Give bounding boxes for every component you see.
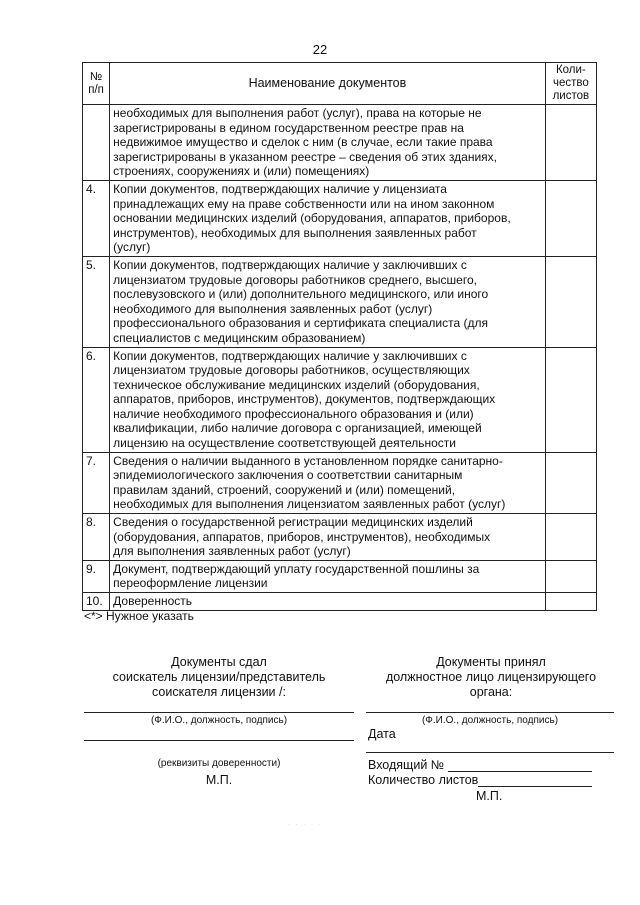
row-text-line: послевузовского и (или) дополнительного медицинского, или иного	[113, 287, 489, 302]
date-label: Дата	[368, 727, 396, 741]
row-number: 9.	[83, 560, 110, 592]
row-text-line: эпидемиологического заключения о соответствии санитарным	[113, 468, 463, 483]
header-num-line: №	[89, 70, 103, 83]
left-line-3: соискателя лицензии /:	[152, 685, 286, 699]
row-text-line: строениях, сооружениях и (или) помещениях)	[113, 164, 370, 179]
row-number	[83, 105, 110, 181]
table-row	[83, 452, 597, 513]
row-text-line: правилам зданий, строений, сооружений и (или) помещений,	[113, 482, 456, 497]
row-text-line: Копии документов, подтверждающих наличие у лицензиата	[113, 181, 447, 196]
right-line-1: Документы принял	[436, 655, 546, 669]
footnote: <*> Нужное указать	[84, 609, 194, 623]
incoming-number-label: Входящий №	[368, 758, 445, 772]
right-signature-line	[366, 712, 614, 713]
row-document-name	[110, 180, 546, 256]
row-text-line: (оборудования, аппаратов, приборов, инструментов), необходимых	[113, 529, 491, 544]
header-num-line: п/п	[88, 83, 104, 96]
row-text-line: зарегистрированы в едином государственном реестре прав на	[113, 120, 464, 135]
row-document-name	[110, 105, 546, 181]
row-sheet-count	[545, 256, 596, 347]
table-row	[83, 105, 597, 181]
table-row	[83, 347, 597, 452]
table-row	[83, 514, 597, 561]
left-caption-attorney: (реквизиты доверенности)	[157, 758, 281, 769]
right-line-3: органа:	[469, 685, 513, 699]
row-sheet-count	[545, 452, 596, 513]
row-sheet-count	[545, 514, 596, 561]
table-row	[83, 180, 597, 256]
row-text-line: необходимых для выполнения лицензиатом заявленных работ (услуг)	[113, 497, 506, 512]
row-number: 8.	[83, 514, 110, 561]
row-document-name	[110, 560, 546, 592]
header-name: Наименование документов	[110, 63, 546, 105]
left-line-1: Документы сдал	[171, 655, 267, 669]
row-document-name	[110, 514, 546, 561]
row-text-line: техническое обслуживание медицинских изделий (оборудования,	[113, 377, 480, 392]
row-document-name	[110, 347, 546, 452]
row-text-line: лицензиатом трудовые договоры работников среднего, высшего,	[113, 272, 477, 287]
row-sheet-count	[545, 560, 596, 592]
row-text-line: необходимых для выполнения работ (услуг), права на которые не	[113, 106, 482, 120]
header-count-line: листов	[552, 90, 590, 102]
row-text-line: профессионального образования и сертификата специалиста (для	[113, 316, 488, 331]
row-number: 6.	[83, 347, 110, 452]
right-stamp: М.П.	[476, 789, 503, 803]
row-text-line: принадлежащих ему на праве собственности или на ином законном	[113, 196, 495, 211]
left-line-2: соискатель лицензии/представитель	[112, 670, 326, 684]
row-text-line: зарегистрированы в указанном реестре – сведения об этих зданиях,	[113, 149, 497, 164]
incoming-number-line	[448, 771, 592, 772]
row-number: 5.	[83, 256, 110, 347]
header-count	[545, 63, 596, 105]
table-row	[83, 560, 597, 592]
left-stamp: М.П.	[205, 773, 233, 787]
row-text-line: Документ, подтверждающий уплату государственной пошлины за	[113, 561, 480, 576]
row-sheet-count	[545, 593, 596, 611]
row-text-line: Сведения о государственной регистрации медицинских изделий	[113, 515, 473, 530]
row-document-name	[110, 593, 546, 611]
row-document-name	[110, 452, 546, 513]
row-text-line: переоформление лицензии	[113, 576, 268, 591]
left-power-of-attorney-line	[84, 740, 354, 741]
row-text-line: Копии документов, подтверждающих наличие у заключивших с	[113, 257, 467, 272]
right-caption-fio: (Ф.И.О., должность, подпись)	[421, 715, 559, 726]
page-number: 22	[312, 42, 328, 57]
right-signature-block	[366, 655, 616, 700]
left-signature-block	[84, 655, 354, 700]
row-sheet-count	[545, 105, 596, 181]
date-line	[366, 752, 614, 753]
row-sheet-count	[545, 180, 596, 256]
header-num	[83, 63, 110, 105]
documents-table	[82, 62, 597, 611]
row-text-line: инструментов), необходимых для выполнения заявленных работ	[113, 225, 477, 240]
header-count-line: Коли-	[555, 64, 586, 76]
table-row	[83, 593, 597, 611]
row-text-line: аппаратов, приборов, инструментов), документов, подтверждающих	[113, 392, 496, 407]
table-row	[83, 256, 597, 347]
row-text-line: лицензиатом трудовые договоры работников, осуществляющих	[113, 363, 470, 378]
scan-artifact: · · · · ·	[288, 822, 323, 828]
row-number: 7.	[83, 452, 110, 513]
row-number: 4.	[83, 180, 110, 256]
row-text-line: Доверенность	[113, 594, 193, 608]
row-text-line: специалистов с медицинским образованием)	[113, 330, 366, 345]
table-body	[83, 105, 597, 611]
row-text-line: Копии документов, подтверждающих наличие у заключивших с	[113, 348, 467, 363]
row-document-name	[110, 256, 546, 347]
row-text-line: недвижимое имущество и сделок с ним (в случае, если такие права	[113, 135, 493, 150]
row-sheet-count	[545, 347, 596, 452]
row-text-line: необходимого для выполнения заявленных работ (услуг)	[113, 301, 433, 316]
right-line-2: должностное лицо лицензирующего	[385, 670, 597, 684]
row-text-line: (услуг)	[113, 240, 151, 255]
header-count-line: чество	[552, 77, 589, 89]
row-text-line: для выполнения заявленных работ (услуг)	[113, 544, 351, 559]
row-text-line: наличие необходимого профессионального образования и (или)	[113, 406, 474, 421]
left-signature-line	[84, 712, 354, 713]
row-text-line: основании медицинских изделий (оборудования, аппаратов, приборов,	[113, 211, 511, 226]
row-text-line: лицензию на осуществление соответствующей деятельности	[113, 436, 456, 451]
table-header-row	[83, 63, 597, 105]
left-caption-fio: (Ф.И.О., должность, подпись)	[150, 715, 288, 726]
sheets-count-label: Количество листов	[368, 773, 479, 787]
row-text-line: Сведения о наличии выданного в установленном порядке санитарно-	[113, 453, 503, 468]
row-text-line: квалификации, либо наличие договора с организацией, имеющей	[113, 421, 482, 436]
sheets-count-line	[478, 786, 592, 787]
row-number: 10.	[83, 593, 110, 611]
